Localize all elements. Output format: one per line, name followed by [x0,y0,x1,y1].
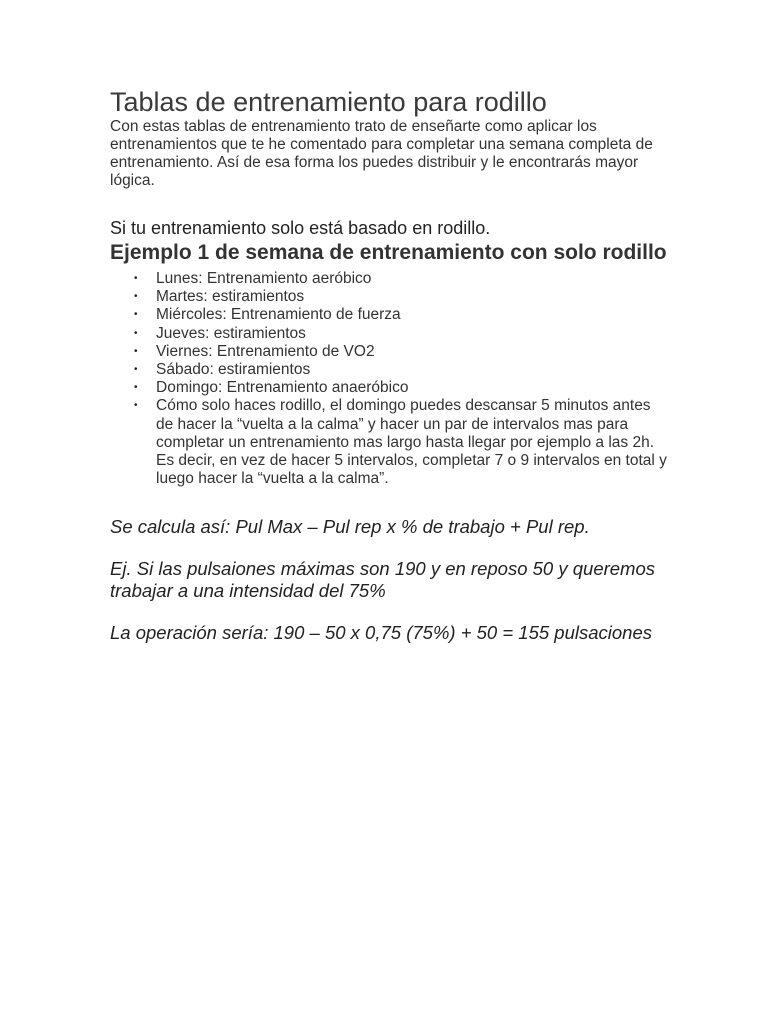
list-item-wednesday [134,306,670,324]
list-item-friday [134,342,670,361]
example-text: Ej. Si las pulsaiones máximas son 190 y en reposo 50 y queremos trabajar a una intensidad del 75% [110,558,656,602]
operation-text: La operación sería: 190 – 50 x 0,75 (75%) + 50 = 155 pulsaciones [110,622,653,644]
example-heading: Ejemplo 1 de semana de entrenamiento con solo rodillo [110,241,667,264]
list-item-text: Miércoles: Entrenamiento de fuerza [156,306,401,324]
bullet-icon: • [134,309,138,321]
list-item-text: Viernes: Entrenamiento de VO2 [156,342,375,360]
bullet-icon: • [134,345,138,357]
formula-text: Se calcula así: Pul Max – Pul rep x % de trabajo + Pul rep. [110,516,590,538]
list-item-sunday [134,379,670,397]
list-item-text: Lunes: Entrenamiento aeróbico [156,270,372,287]
list-item-tuesday [134,288,670,306]
list-item-text: Martes: estiramientos [156,288,305,306]
bullet-icon: • [134,327,138,339]
bullet-icon: • [134,291,138,303]
document-content [110,86,670,644]
intro-paragraph: Con estas tablas de entrenamiento trato de enseñarte como aplicar los entrenamientos que te he comentado para completar una semana completa de entrenamiento. Así de esa forma los puedes distribuir y le encontrarás mayor lógica. [110,118,653,189]
lead-sentence: Si tu entrenamiento solo está basado en rodillo. [110,218,491,238]
list-item-text: Sábado: estiramientos [156,361,311,379]
list-item-saturday [134,361,670,379]
bullet-icon: • [134,400,138,412]
list-item-note [134,397,670,488]
bullet-icon: • [134,364,138,376]
list-item-text: Jueves: estiramientos [156,324,306,342]
list-item-thursday [134,324,670,343]
list-item-text: Domingo: Entrenamiento anaeróbico [156,379,409,397]
list-item-text: Cómo solo haces rodillo, el domingo puedes descansar 5 minutos antes de hacer la “vuelta a la calma” y hacer un par de intervalos mas para completar un entrenamiento mas largo hasta llegar por ejemplo a las 2h. Es decir, en vez de hacer 5 intervalos, completar 7 o 9 intervalos en total y luego hacer la “vuelta a la calma”. [156,397,667,488]
document-title: Tablas de entrenamiento para rodillo [110,87,547,117]
list-item-monday [134,270,670,288]
bullet-icon: • [134,382,138,394]
bullet-icon: • [134,273,138,284]
training-schedule-list [110,270,670,488]
